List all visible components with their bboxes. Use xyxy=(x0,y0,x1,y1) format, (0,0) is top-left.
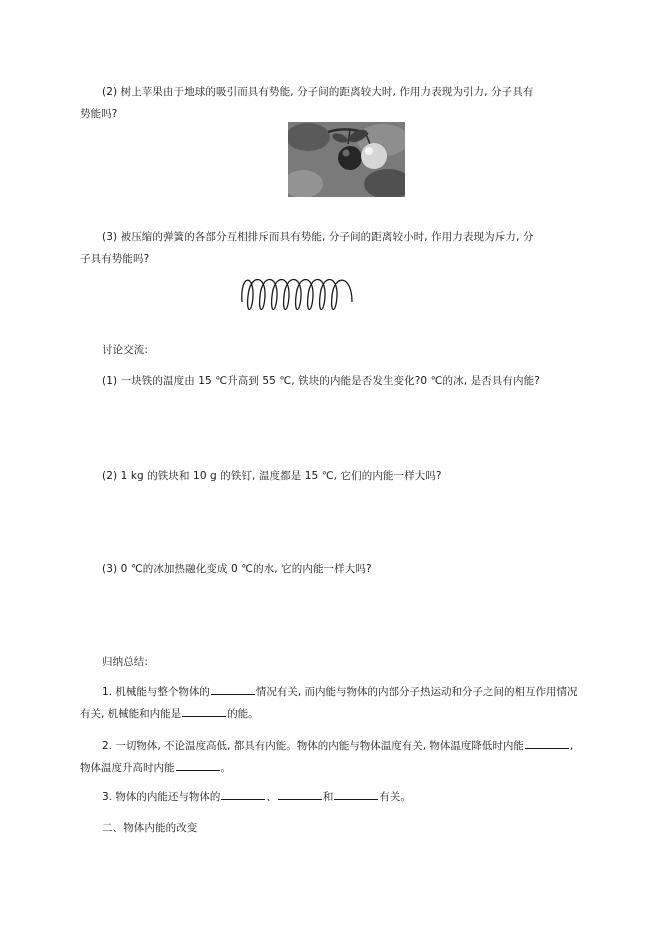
summary-3-text-c: 和 xyxy=(322,791,334,803)
summary-3-text-a: 3. 物体的内能还与物体的 xyxy=(102,791,221,803)
discussion-question-1: (1) 一块铁的温度由 15 ℃升高到 55 ℃, 铁块的内能是否发生变化?0 ℃的冰, 是否具有内能? xyxy=(102,375,540,387)
blank-5[interactable] xyxy=(221,787,265,800)
summary-2-text-c: 。 xyxy=(220,762,231,774)
summary-2-text-b: , 物体温度升高时内能 xyxy=(80,740,574,774)
summary-heading: 归纳总结: xyxy=(102,656,149,668)
summary-2-text-a: 2. 一切物体, 不论温度高低, 都具有内能。物体的内能与物体温度有关, 物体温度降低时内能 xyxy=(102,740,524,752)
question-3-line-1: (3) 被压缩的弹簧的各部分互相排斥而具有势能, 分子间的距离较小时, 作用力表现为斥力, 分 xyxy=(102,231,534,243)
blank-1[interactable] xyxy=(211,682,255,695)
summary-1-text-c: 的能。 xyxy=(227,708,259,720)
discussion-question-2: (2) 1 kg 的铁块和 10 g 的铁钉, 温度都是 15 ℃, 它们的内能一样大吗? xyxy=(102,470,442,482)
question-2-line-1: (2) 树上苹果由于地球的吸引而具有势能, 分子间的距离较大时, 作用力表现为引力, 分子具有 xyxy=(102,86,534,98)
discussion-heading: 讨论交流: xyxy=(102,344,149,356)
apple-photo-graphic xyxy=(288,122,405,197)
blank-2[interactable] xyxy=(182,704,226,717)
blank-3[interactable] xyxy=(525,736,569,749)
summary-3-text-b: 、 xyxy=(266,791,277,803)
question-3-line-2: 子具有势能吗? xyxy=(80,253,150,265)
summary-1-text-a: 1. 机械能与整个物体的 xyxy=(102,686,210,698)
blank-6[interactable] xyxy=(278,787,322,800)
blank-7[interactable] xyxy=(334,787,378,800)
blank-4[interactable] xyxy=(176,758,220,771)
spring-illustration xyxy=(238,276,356,316)
summary-3-text-d: 有关。 xyxy=(379,791,411,803)
discussion-question-3: (3) 0 ℃的冰加热融化变成 0 ℃的水, 它的内能一样大吗? xyxy=(102,563,372,575)
question-2-line-2: 势能吗? xyxy=(80,108,118,120)
section-heading-two: 二、物体内能的改变 xyxy=(102,822,198,834)
summary-1-text-b: 情况有关, 而内能与物体的内部分子热运动和分子之间的相互作用情况有关, 机械能和内能是 xyxy=(80,686,578,720)
summary-item-3 xyxy=(80,786,585,808)
summary-item-1 xyxy=(80,681,585,725)
summary-item-2 xyxy=(80,735,585,779)
apple-photo xyxy=(288,122,405,197)
